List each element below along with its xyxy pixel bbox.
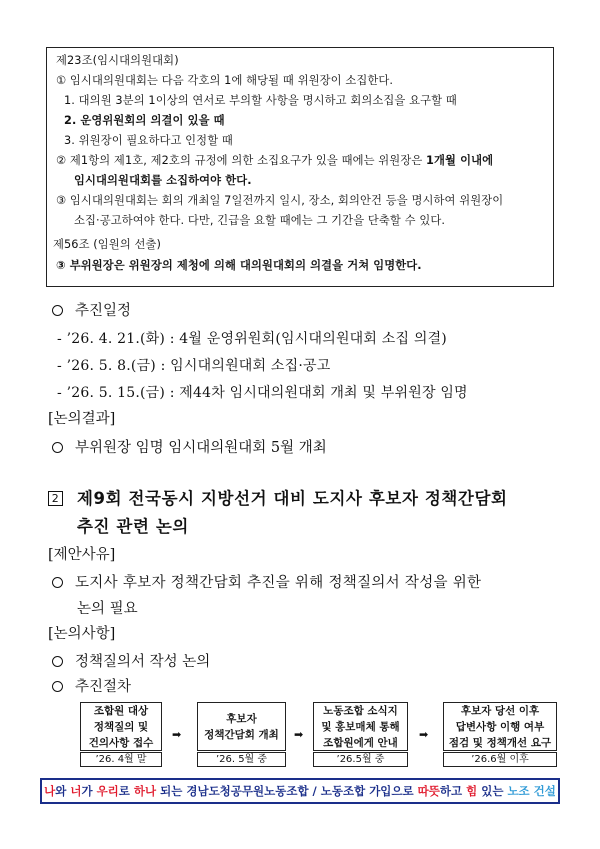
slogan-part: 있는 — [477, 784, 508, 798]
slogan-part: 와 — [55, 784, 71, 798]
article-56-clause-3: ③ 부위원장은 위원장의 제청에 의해 대의원대회의 의결을 거쳐 임명한다. — [56, 259, 422, 272]
flow-step-4-line: 후보자 당선 이후 — [460, 704, 540, 717]
article-23-item-2: 2. 운영위원회의 의결이 있을 때 — [64, 114, 225, 127]
slogan-part: 나 — [44, 784, 56, 798]
right-arrow-icon: ➡ — [172, 728, 182, 741]
section-number-box: 2 — [48, 491, 63, 506]
reason-label: [제안사유] — [48, 547, 116, 563]
result-item — [52, 436, 327, 457]
schedule-heading-text: 추진일정 — [75, 303, 132, 319]
slogan-part: 가 — [81, 784, 97, 798]
hollow-circle-bullet-icon — [52, 442, 63, 453]
article-56-title: 제56조 (임원의 선출) — [53, 238, 162, 251]
flow-step-4-box — [443, 702, 557, 751]
slogan-part: 따뜻 — [417, 784, 440, 798]
schedule-item-1: - ’26. 4. 21.(화) : 4월 운영위원회(임시대의원대회 소집 의결) — [57, 331, 447, 347]
flow-step-4-line: 점검 및 정책개선 요구 — [448, 736, 552, 749]
issue-item-2 — [52, 675, 131, 696]
slogan-part: 노조 건설 — [507, 784, 556, 798]
union-slogan-banner — [40, 778, 560, 804]
bylaw-excerpt-box — [46, 47, 554, 287]
flow-step-3-line: 조합원에게 안내 — [323, 736, 398, 749]
slogan-part: 하고 — [439, 784, 467, 798]
issue-label: [논의사항] — [48, 626, 116, 642]
article-23-clause-2-emphasis: 1개월 이내에 — [426, 154, 494, 167]
section-2-title-line2: 추진 관련 논의 — [77, 517, 189, 536]
right-arrow-icon: ➡ — [419, 728, 429, 741]
hollow-circle-bullet-icon — [52, 681, 63, 692]
schedule-heading — [52, 299, 131, 320]
hollow-circle-bullet-icon — [52, 577, 63, 588]
article-23-clause-1: ① 임시대의원대회는 다음 각호의 1에 해당될 때 위원장이 소집한다. — [56, 74, 394, 87]
reason-item-line1: 도지사 후보자 정책간담회 추진을 위해 정책질의서 작성을 위한 — [75, 575, 482, 591]
hollow-circle-bullet-icon — [52, 305, 63, 316]
flow-step-3-box — [313, 702, 408, 751]
article-23-item-1: 1. 대의원 3분의 1이상의 연서로 부의할 사항을 명시하고 회의소집을 요구할 때 — [64, 94, 457, 107]
result-label: [논의결과] — [48, 411, 116, 427]
flow-step-2-date: ’26. 5월 중 — [197, 752, 286, 767]
article-23-clause-3: ③ 임시대의원대회는 회의 개최일 7일전까지 일시, 장소, 회의안건 등을 명시하여 위원장이 — [56, 194, 504, 207]
flow-step-1-line: 건의사항 접수 — [88, 736, 154, 749]
flow-step-3-line: 및 홍보매체 통해 — [321, 720, 400, 733]
flow-step-4-date: ’26.6월 이후 — [443, 752, 557, 767]
flow-step-2-line: 후보자 — [226, 712, 257, 725]
issue-item-2-text: 추진절차 — [75, 679, 132, 695]
schedule-item-3: - ’26. 5. 15.(금) : 제44차 임시대의원대회 개최 및 부위원장 임명 — [57, 385, 468, 401]
reason-item-line2: 논의 필요 — [77, 601, 138, 617]
article-23-clause-2 — [56, 154, 493, 168]
section-2-title — [48, 485, 508, 509]
flow-step-1-date: ’26. 4월 말 — [80, 752, 162, 767]
article-23-clause-3-cont: 소집·공고하여야 한다. 다만, 긴급을 요할 때에는 그 기간을 단축할 수 있다. — [74, 214, 446, 227]
result-item-text: 부위원장 임명 임시대의원대회 5월 개최 — [75, 440, 327, 456]
issue-item-1 — [52, 650, 210, 671]
flow-step-3-line: 노동조합 소식지 — [323, 704, 398, 717]
slogan-part: 힘 — [466, 784, 478, 798]
article-23-title: 제23조(임시대의원대회) — [56, 54, 179, 67]
right-arrow-icon: ➡ — [294, 728, 304, 741]
section-2-title-line1: 제9회 전국동시 지방선거 대비 도지사 후보자 정책간담회 — [77, 489, 508, 508]
flow-step-1-line: 정책질의 및 — [93, 720, 149, 733]
hollow-circle-bullet-icon — [52, 656, 63, 667]
slogan-part: 너 — [70, 784, 82, 798]
slogan-part: 로 — [118, 784, 134, 798]
flow-step-4-line: 답변사항 이행 여부 — [455, 720, 545, 733]
slogan-part: 우리 — [96, 784, 119, 798]
issue-item-1-text: 정책질의서 작성 논의 — [75, 654, 211, 670]
flow-step-1-box — [80, 702, 162, 751]
flow-step-2-line: 정책간담회 개최 — [204, 728, 279, 741]
schedule-item-2: - ’26. 5. 8.(금) : 임시대의원대회 소집·공고 — [57, 358, 331, 374]
article-23-item-3: 3. 위원장이 필요하다고 인정할 때 — [64, 134, 233, 147]
slogan-part: 하나 — [133, 784, 157, 798]
flow-step-1-line: 조합원 대상 — [93, 704, 149, 717]
article-23-clause-2-cont: 임시대의원대회를 소집하여야 한다. — [74, 174, 252, 187]
article-23-clause-2-text: ② 제1항의 제1호, 제2호의 규정에 의한 소집요구가 있을 때에는 위원장은 — [56, 154, 427, 167]
flow-step-3-date: ’26.5월 중 — [313, 752, 408, 767]
flow-step-2-box — [197, 702, 286, 751]
reason-item — [52, 571, 481, 592]
slogan-part: 되는 경남도청공무원노동조합 / 노동조합 가입으로 — [156, 784, 418, 798]
